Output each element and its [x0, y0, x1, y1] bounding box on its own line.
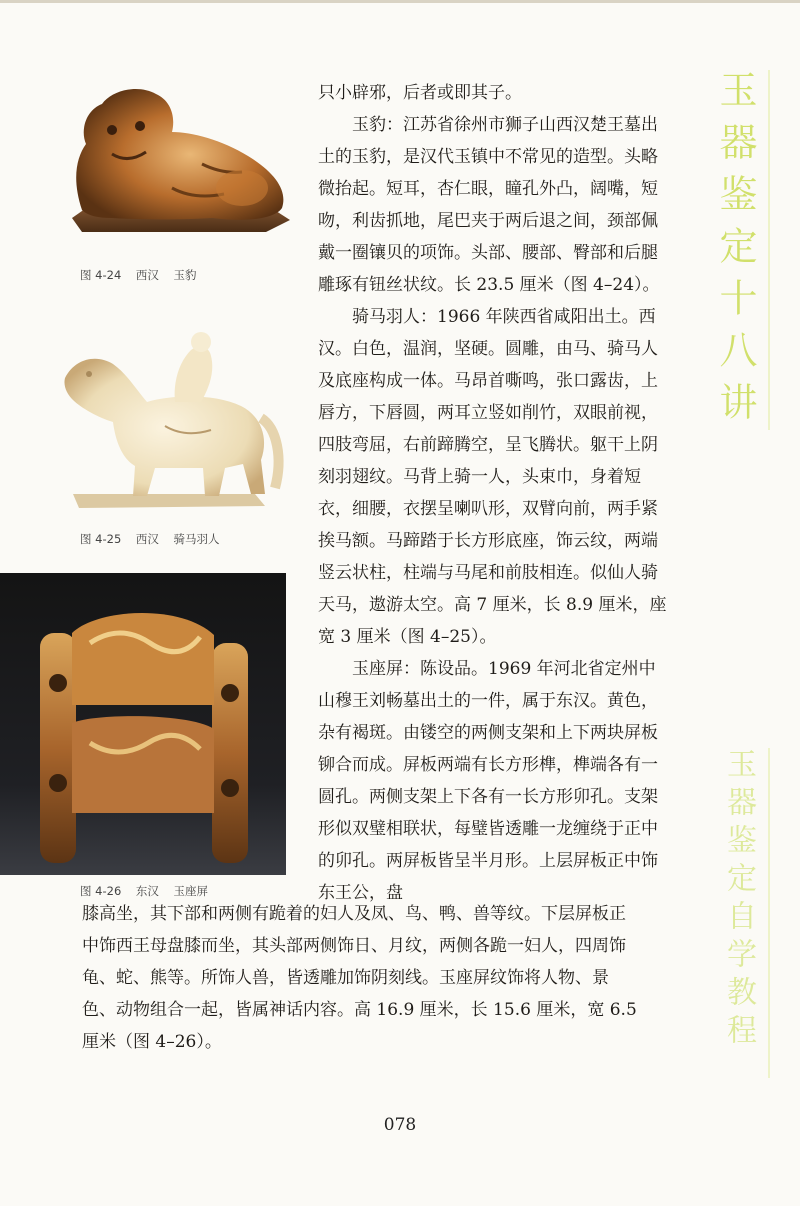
text-line: 膝高坐，其下部和两侧有跪着的妇人及凤、鸟、鸭、兽等纹。下层屏板正 — [82, 904, 626, 924]
body-column — [318, 77, 670, 909]
figure-caption: 图 4-25 西汉 骑马羽人 — [80, 532, 220, 546]
text-line: 色、动物组合一起，皆属神话内容。高 16.9 厘米，长 15.6 厘米，宽 6.5 — [82, 1000, 637, 1020]
paragraph-jade-rider: 骑马羽人：1966 年陕西省咸阳出土。西汉。白色，温润，坚硬。圆雕，由马、骑马人及底座构成一体。马昂首嘶鸣，张口露齿，上唇方，下唇圆，两耳立竖如削竹，双眼前视，四肢弯屈，右前蹄腾空，呈飞腾状。躯干上阴刻羽翅纹。马背上骑一人，头束巾，身着短衣，细腰，衣摆呈喇叭形，双臂向前，两手紧挨马额。马蹄踏于长方形底座，饰云纹，两端竖云状柱，柱端与马尾和前肢相连。似仙人骑天马，遨游太空。高 7 厘米，长 8.9 厘米，座宽 3 厘米（图 4–25）。 — [318, 307, 667, 647]
series-title: 玉器鉴定自学教程 — [721, 748, 756, 1052]
text-line: 厘米（图 4–26）。 — [82, 1032, 222, 1052]
text-line: 中饰西王母盘膝而坐，其头部两侧饰日、月纹，两侧各跪一妇人，四周饰 — [82, 936, 626, 956]
paragraph: 只小辟邪，后者或即其子。 — [318, 83, 522, 103]
jade-screen-photo — [0, 573, 286, 875]
text-line: 龟、蛇、熊等。所饰人兽，皆透雕加饰阴刻线。玉座屏纹饰将人物、景 — [82, 968, 609, 988]
paragraph-jade-leopard: 玉豹：江苏省徐州市狮子山西汉楚王墓出土的玉豹，是汉代玉镇中不常见的造型。头略微抬起。短耳，杏仁眼，瞳孔外凸，阔嘴，短吻，利齿抓地，尾巴夹于两后退之间，颈部佩戴一圈镶贝的项饰。头部、腰部、臀部和后腿雕琢有钮丝状纹。长 23.5 厘米（图 4–24）。 — [318, 115, 660, 295]
top-border — [0, 0, 800, 3]
page-number: 078 — [383, 1115, 417, 1135]
paragraph-jade-screen: 玉座屏：陈设品。1969 年河北省定州中山穆王刘畅墓出土的一件，属于东汉。黄色，杂有褐斑。由镂空的两侧支架和上下两块屏板铆合而成。屏板两端有长方形榫，榫端各有一圆孔。两侧支架上下各有一长方形卯孔。支架形似双璧相联状，每璧皆透雕一龙缠绕于正中的卯孔。两屏板皆呈半月形。上层屏板正中饰东王公，盘 — [318, 659, 658, 903]
side-rule — [768, 70, 770, 430]
figure-caption: 图 4-26 东汉 玉座屏 — [80, 884, 208, 898]
jade-rider-photo — [55, 318, 287, 516]
jade-leopard-photo — [52, 70, 292, 250]
body-continuation — [82, 898, 672, 1058]
side-rule — [768, 748, 770, 1078]
book-title: 玉器鉴定十八讲 — [713, 70, 757, 434]
figure-caption: 图 4-24 西汉 玉豹 — [80, 268, 197, 282]
